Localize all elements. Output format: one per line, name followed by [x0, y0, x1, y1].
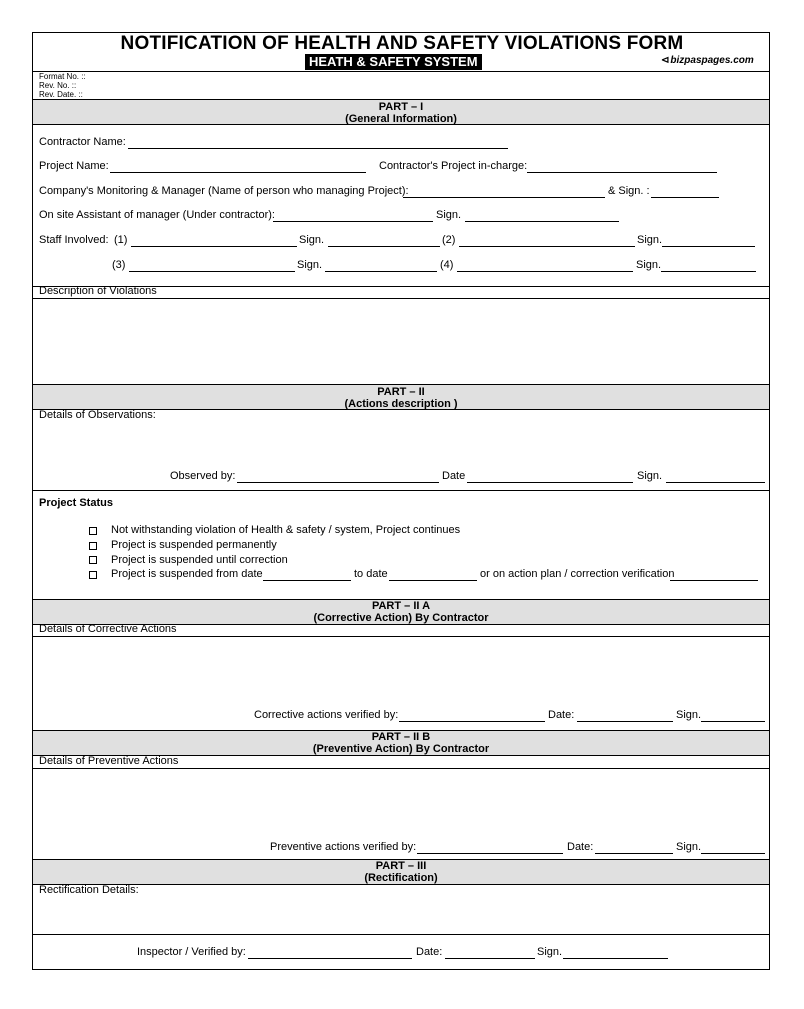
- corrective-details-area[interactable]: [33, 637, 769, 707]
- monitoring-manager-label: Company's Monitoring & Manager (Name of person who managing Project):: [39, 185, 409, 197]
- inspector-sign-label: Sign.: [537, 946, 563, 958]
- staff-1-label: (1): [114, 234, 128, 246]
- inspector-label: Inspector / Verified by:: [137, 946, 246, 958]
- part3-header: [33, 859, 769, 885]
- preventive-details-label: Details of Preventive Actions: [39, 755, 179, 767]
- staff-4-sign-label: Sign.: [636, 259, 662, 271]
- inspector-sign-field[interactable]: [563, 958, 668, 959]
- action-plan-label: or on action plan / correction verification: [480, 568, 675, 580]
- inspector-date-field[interactable]: [445, 958, 535, 959]
- corrective-verified-label: Corrective actions verified by:: [254, 709, 399, 721]
- suspended-from-date-field[interactable]: [263, 580, 351, 581]
- description-label: Description of Violations: [39, 285, 157, 297]
- part3-heading: PART – III: [375, 860, 427, 872]
- staff-2-label: (2): [442, 234, 456, 246]
- format-no-label: Format No. ::: [39, 72, 86, 81]
- staff-3-field[interactable]: [129, 271, 295, 272]
- project-incharge-field[interactable]: [527, 172, 717, 173]
- form-title: NOTIFICATION OF HEALTH AND SAFETY VIOLATIONS FORM: [120, 33, 684, 54]
- part1-header: [33, 99, 769, 125]
- form-frame: [32, 32, 770, 970]
- staff-1-sign-field[interactable]: [328, 246, 440, 247]
- preventive-sign-label: Sign.: [676, 841, 702, 853]
- rectification-details-area[interactable]: [33, 897, 769, 933]
- contractor-name-field[interactable]: [128, 148, 508, 149]
- part2a-subheading: (Corrective Action) By Contractor: [313, 612, 489, 624]
- project-name-field[interactable]: [110, 172, 366, 173]
- preventive-date-label: Date:: [567, 841, 594, 853]
- preventive-verified-field[interactable]: [417, 853, 563, 854]
- project-status-title: Project Status: [39, 497, 113, 509]
- corrective-sign-label: Sign.: [676, 709, 702, 721]
- onsite-assistant-field[interactable]: [273, 221, 433, 222]
- part2b-subheading: (Preventive Action) By Contractor: [312, 743, 490, 755]
- status-option-permanent: Project is suspended permanently: [111, 539, 277, 551]
- onsite-assistant-label: On site Assistant of manager (Under contractor):: [39, 209, 275, 221]
- staff-4-sign-field[interactable]: [661, 271, 756, 272]
- logo-text: bizpaspages.com: [670, 55, 754, 66]
- assistant-sign-field[interactable]: [465, 221, 619, 222]
- preventive-date-field[interactable]: [595, 853, 673, 854]
- manager-sign-label: & Sign. :: [608, 185, 650, 197]
- staff-3-label: (3): [112, 259, 126, 271]
- staff-3-sign-label: Sign.: [297, 259, 323, 271]
- assistant-sign-label: Sign.: [436, 209, 462, 221]
- part2a-heading: PART – II A: [371, 600, 431, 612]
- status-checkbox-from-date[interactable]: [89, 571, 97, 579]
- contractor-name-label: Contractor Name:: [39, 136, 126, 148]
- observed-by-field[interactable]: [237, 482, 439, 483]
- form-subtitle: HEATH & SAFETY SYSTEM: [305, 54, 482, 70]
- corrective-details-label: Details of Corrective Actions: [39, 623, 177, 635]
- observed-date-field[interactable]: [467, 482, 633, 483]
- staff-1-field[interactable]: [131, 246, 297, 247]
- part2b-heading: PART – II B: [371, 731, 431, 743]
- logo-arrow-icon: ⊲: [661, 55, 670, 66]
- observations-area[interactable]: [33, 423, 769, 463]
- suspended-to-date-field[interactable]: [389, 580, 477, 581]
- status-checkbox-continues[interactable]: [89, 527, 97, 535]
- preventive-sign-field[interactable]: [701, 853, 765, 854]
- part2b-header: [33, 730, 769, 756]
- observed-sign-field[interactable]: [666, 482, 765, 483]
- action-plan-field[interactable]: [670, 580, 758, 581]
- inspector-date-label: Date:: [416, 946, 443, 958]
- corrective-date-field[interactable]: [577, 721, 673, 722]
- observed-date-label: Date: [442, 470, 466, 482]
- observed-by-label: Observed by:: [170, 470, 236, 482]
- preventive-details-area[interactable]: [33, 769, 769, 839]
- staff-2-field[interactable]: [459, 246, 635, 247]
- staff-4-field[interactable]: [457, 271, 633, 272]
- observations-label: Details of Observations:: [39, 409, 156, 421]
- rev-date-label: Rev. Date. ::: [39, 90, 83, 99]
- logo: [661, 55, 754, 66]
- manager-sign-field[interactable]: [651, 197, 719, 198]
- to-date-label: to date: [354, 568, 388, 580]
- part2-heading: PART – II: [377, 386, 425, 398]
- project-name-label: Project Name:: [39, 160, 109, 172]
- inspector-field[interactable]: [248, 958, 412, 959]
- status-option-from-date: Project is suspended from date: [111, 568, 263, 580]
- part2-header: [33, 384, 769, 410]
- project-incharge-label: Contractor's Project in-charge:: [379, 160, 528, 172]
- staff-3-sign-field[interactable]: [325, 271, 437, 272]
- divider: [33, 934, 769, 935]
- staff-2-sign-label: Sign.: [637, 234, 663, 246]
- part2-subheading: (Actions description ): [344, 398, 458, 410]
- divider: [33, 71, 769, 72]
- part1-subheading: (General Information): [345, 113, 457, 125]
- status-checkbox-until-correction[interactable]: [89, 556, 97, 564]
- part2a-header: [33, 599, 769, 625]
- status-option-continues: Not withstanding violation of Health & safety / system, Project continues: [111, 524, 461, 536]
- part1-heading: PART – I: [378, 101, 424, 113]
- part3-subheading: (Rectification): [364, 872, 438, 884]
- corrective-verified-field[interactable]: [399, 721, 545, 722]
- staff-involved-label: Staff Involved:: [39, 234, 109, 246]
- staff-1-sign-label: Sign.: [299, 234, 325, 246]
- preventive-verified-label: Preventive actions verified by:: [270, 841, 417, 853]
- rev-no-label: Rev. No. ::: [39, 81, 77, 90]
- staff-4-label: (4): [440, 259, 454, 271]
- rectification-details-label: Rectification Details:: [39, 884, 139, 896]
- status-checkbox-permanent[interactable]: [89, 542, 97, 550]
- description-area[interactable]: [33, 299, 769, 384]
- divider: [33, 490, 769, 491]
- staff-2-sign-field[interactable]: [662, 246, 755, 247]
- monitoring-manager-field[interactable]: [403, 197, 605, 198]
- observed-sign-label: Sign.: [637, 470, 663, 482]
- corrective-date-label: Date:: [548, 709, 575, 721]
- status-option-until-correction: Project is suspended until correction: [111, 554, 288, 566]
- corrective-sign-field[interactable]: [701, 721, 765, 722]
